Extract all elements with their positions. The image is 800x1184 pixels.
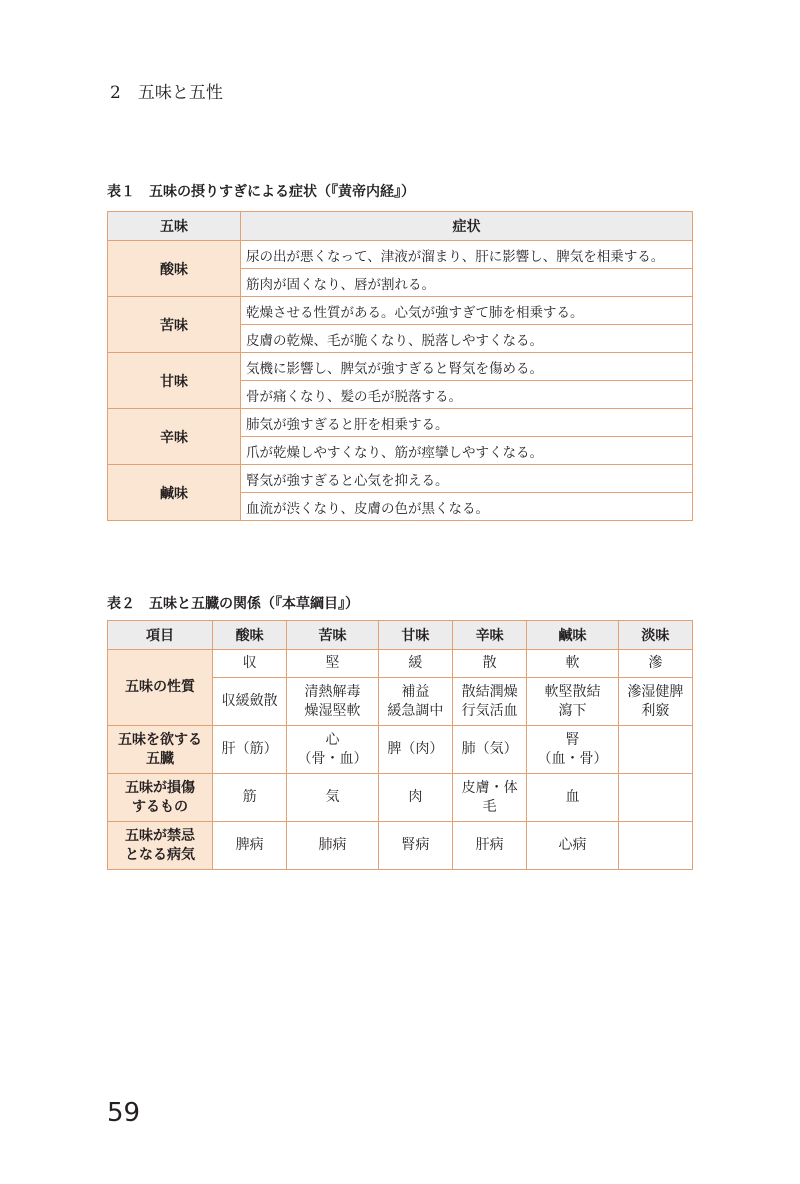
table-cell: 散結潤燥 行気活血: [452, 678, 526, 726]
table-row: [108, 353, 693, 381]
header-pungent: 辛味: [452, 621, 526, 650]
symptom-cell: 皮膚の乾燥、毛が脆くなり、脱落しやすくなる。: [241, 325, 693, 353]
table-cell: 軟堅散結 瀉下: [527, 678, 618, 726]
table-cell: 肺（気）: [452, 726, 526, 774]
table-cell: 滲湿健脾 利竅: [618, 678, 692, 726]
table-cell: 肺病: [287, 822, 378, 870]
symptom-cell: 尿の出が悪くなって、津液が溜まり、肝に影響し、脾気を相乗する。: [241, 241, 693, 269]
table-cell: 肝（筋）: [213, 726, 287, 774]
flavor-cell: 鹹味: [108, 465, 241, 521]
table-cell: 肝病: [452, 822, 526, 870]
header-sweet: 甘味: [378, 621, 452, 650]
table-cell: 腎病: [378, 822, 452, 870]
flavor-cell: 辛味: [108, 409, 241, 465]
table-cell: [618, 822, 692, 870]
table-cell: 緩: [378, 650, 452, 678]
table-cell: 収緩斂散: [213, 678, 287, 726]
table-row: [108, 465, 693, 493]
table-cell: 血: [527, 774, 618, 822]
table-cell: 脾病: [213, 822, 287, 870]
symptom-cell: 乾燥させる性質がある。心気が強すぎて肺を相乗する。: [241, 297, 693, 325]
symptoms-table: [107, 211, 693, 521]
symptom-cell: 爪が乾燥しやすくなり、筋が痙攣しやすくなる。: [241, 437, 693, 465]
page-number: 59: [107, 1098, 141, 1128]
chapter-heading: 2 五味と五性: [110, 83, 223, 103]
table1-caption: 表１ 五味の摂りすぎによる症状（『黄帝内経』）: [107, 184, 415, 200]
table-cell: 補益 緩急調中: [378, 678, 452, 726]
table-row: [108, 409, 693, 437]
header-salty: 鹹味: [527, 621, 618, 650]
table-cell: [618, 774, 692, 822]
symptom-cell: 骨が痛くなり、髪の毛が脱落する。: [241, 381, 693, 409]
header-item: 項目: [108, 621, 213, 650]
table-cell: [618, 726, 692, 774]
row-label: 五味が禁忌 となる病気: [108, 822, 213, 870]
table-cell: 堅: [287, 650, 378, 678]
table-cell: 心病: [527, 822, 618, 870]
symptom-cell: 肺気が強すぎると肝を相乗する。: [241, 409, 693, 437]
table-row: [108, 650, 693, 678]
table-cell: 散: [452, 650, 526, 678]
table-row: [108, 726, 693, 774]
table-cell: 気: [287, 774, 378, 822]
table-cell: 心 （骨・血）: [287, 726, 378, 774]
table-header-row: [108, 621, 693, 650]
five-organs-table: [107, 620, 693, 870]
table-cell: 軟: [527, 650, 618, 678]
header-symptoms: 症状: [241, 212, 693, 241]
table-cell: 筋: [213, 774, 287, 822]
row-label: 五味の性質: [108, 650, 213, 726]
table-row: [108, 822, 693, 870]
row-label: 五味を欲する 五臓: [108, 726, 213, 774]
flavor-cell: 苦味: [108, 297, 241, 353]
table2-caption: 表２ 五味と五臓の関係（『本草綱目』）: [107, 596, 359, 612]
header-bland: 淡味: [618, 621, 692, 650]
table-header-row: [108, 212, 693, 241]
symptom-cell: 血流が渋くなり、皮膚の色が黒くなる。: [241, 493, 693, 521]
table-cell: 肉: [378, 774, 452, 822]
table-cell: 脾（肉）: [378, 726, 452, 774]
table-row: [108, 774, 693, 822]
table-cell: 清熱解毒 燥湿堅軟: [287, 678, 378, 726]
symptom-cell: 筋肉が固くなり、唇が割れる。: [241, 269, 693, 297]
row-label: 五味が損傷 するもの: [108, 774, 213, 822]
table-row: [108, 241, 693, 269]
symptom-cell: 腎気が強すぎると心気を抑える。: [241, 465, 693, 493]
table-cell: 皮膚・体 毛: [452, 774, 526, 822]
flavor-cell: 酸味: [108, 241, 241, 297]
header-flavor: 五味: [108, 212, 241, 241]
table-cell: 滲: [618, 650, 692, 678]
header-sour: 酸味: [213, 621, 287, 650]
flavor-cell: 甘味: [108, 353, 241, 409]
symptom-cell: 気機に影響し、脾気が強すぎると腎気を傷める。: [241, 353, 693, 381]
table-cell: 腎 （血・骨）: [527, 726, 618, 774]
header-bitter: 苦味: [287, 621, 378, 650]
table-cell: 収: [213, 650, 287, 678]
table-row: [108, 297, 693, 325]
